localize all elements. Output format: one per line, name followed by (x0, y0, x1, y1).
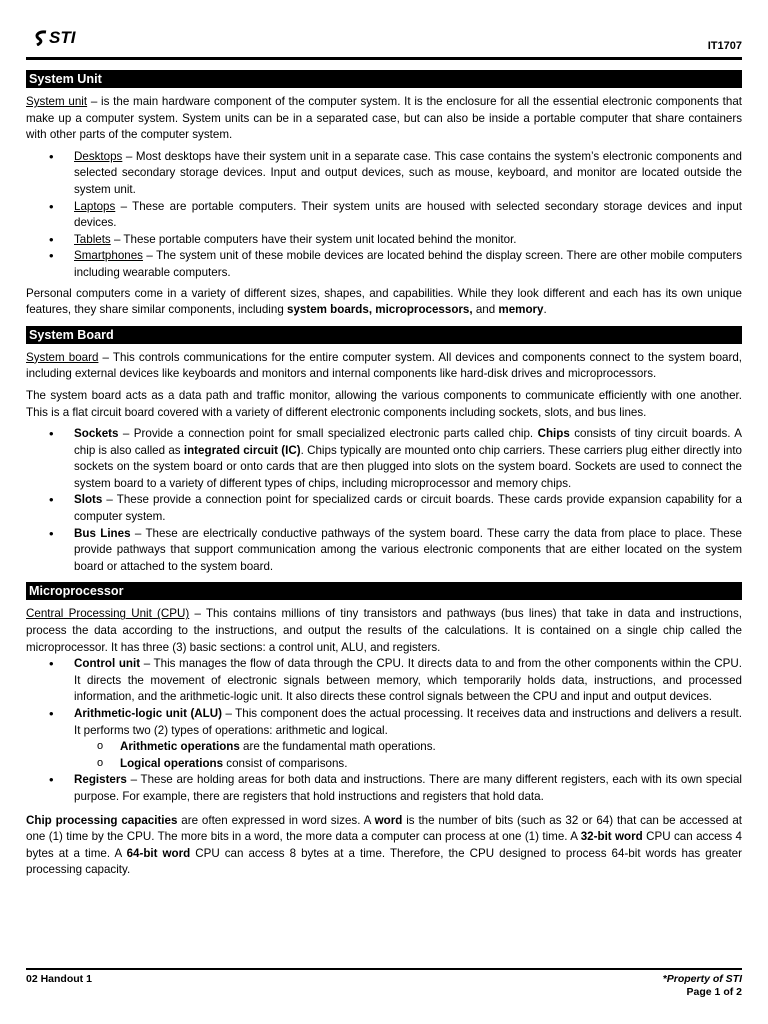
system-board-paragraph: The system board acts as a data path and traffic monitor, allowing the various components to communicate efficiently with one another. This is a flat circuit board covered with a variety of different electronic components including sockets, slots, and bus lines. (26, 388, 742, 419)
alu-operations-list (74, 739, 742, 772)
item-text: – These are electrically conductive pathways of the system board. These carry the data from place to place. These provide pathways that support communication among the various electronic components that are either located on the system board or attached to the system board. (74, 526, 742, 573)
text: . (543, 303, 547, 317)
bold-text: Chip processing capacities (26, 813, 178, 827)
term: System board (26, 350, 99, 364)
item-text: consist of comparisons. (223, 756, 348, 770)
list-item (74, 656, 742, 706)
text: CPU can access 8 bytes at a time. Therefore, the CPU designed to process 64-bit words has greater processing capacity. (26, 846, 742, 877)
section-heading-microprocessor: Microprocessor (26, 582, 742, 600)
bold-text: integrated circuit (IC) (183, 443, 301, 457)
text: are often expressed in word sizes. A (177, 813, 375, 827)
term: Smartphones (74, 249, 143, 263)
term: Bus Lines (74, 526, 131, 540)
term: Central Processing Unit (CPU) (26, 607, 190, 621)
term: System unit (26, 95, 88, 108)
text: Personal computers come in a variety of different sizes, shapes, and capabilities. While they look different and each has its own unique features, they share similar components, including (26, 286, 742, 317)
term: Registers (74, 773, 127, 787)
item-text: – Most desktops have their system unit in a separate case. This case contains the system’s electronic components and selected secondary storage devices. Input and output devices, such as mouse, keyboard, and monitor are located outside the system unit. (74, 149, 742, 196)
term: Laptops (74, 199, 116, 213)
list-item (74, 492, 742, 525)
item-text: – This manages the flow of data through the CPU. It directs data to and from the other components within the CPU. It directs the movement of electronic signals between memory, which temporarily holds data, instructions, and processed information, and the arithmetic-logic unit. It also directs these control signals between the CPU and input and output devices. (74, 657, 742, 704)
system-board-definition (26, 350, 742, 383)
bold-text: 64-bit word (126, 846, 191, 860)
system-board-list (26, 426, 742, 575)
text: CPU can access 4 bytes at a time. A (26, 830, 743, 860)
page-header (26, 26, 742, 60)
bold-text: 32-bit word (580, 830, 643, 844)
term: Control unit (74, 657, 141, 671)
list-item (74, 199, 742, 232)
cpu-sections-list (26, 656, 742, 805)
sti-logo-swoosh-icon (34, 30, 48, 46)
handout-label: 02 Handout 1 (26, 973, 92, 985)
list-item (74, 772, 742, 805)
system-unit-definition (26, 94, 742, 144)
term: Desktops (74, 149, 123, 163)
section-heading-system-unit: System Unit (26, 70, 742, 88)
item-text: – These are portable computers. Their system units are housed with selected secondary storage devices and input devices. (74, 199, 742, 230)
item-text: – These are holding areas for both data and instructions. There are many different registers, each with its own special purpose. For example, there are registers that hold instructions and registers that hold data. (74, 773, 742, 803)
term: Logical operations (120, 756, 224, 770)
definition-text: – is the main hardware component of the computer system. It is the enclosure for all the essential electronic components that make up a computer system. System units can be in a separated case, but can also be inside a portable computer that share containers with other parts of the computer system. (26, 95, 742, 142)
item-text: – The system unit of these mobile devices are located behind the display screen. There are other mobile computers including wearable computers. (74, 249, 742, 279)
text: and (472, 303, 499, 317)
header-divider (26, 57, 742, 60)
item-text: consists of tiny circuit boards. A chip is also called as (74, 427, 742, 457)
term: Sockets (74, 427, 119, 441)
page-number: Page 1 of 2 (686, 986, 742, 998)
footer-divider (26, 968, 742, 970)
text: is the number of bits (such as 32 or 64) that can be accessed at one (1) time by the CPU. The more bits in a word, the more data a computer can process at one (1) time. A (26, 813, 742, 844)
term: Arithmetic-logic unit (ALU) (74, 707, 222, 720)
bold-text: word (374, 813, 403, 827)
document-body (26, 70, 742, 884)
system-unit-list (26, 149, 742, 282)
logo-text: STI (49, 28, 76, 47)
term: Tablets (74, 232, 111, 246)
item-text: – These portable computers have their system unit located behind the monitor. (110, 232, 517, 246)
bold-text: memory (498, 303, 544, 317)
item-text: . Chips typically are mounted onto chip carriers. These carriers plug either directly into sockets on the system board or onto cards that are then plugged into slots on the system board. Sockets are used to connect the system board to a variety of different types of chips, including microprocessor and memory chips. (74, 443, 742, 490)
list-item (74, 706, 742, 772)
bold-text: Chips (537, 427, 570, 441)
word-size-paragraph (26, 813, 742, 879)
list-item (74, 526, 742, 576)
item-text: are the fundamental math operations. (239, 740, 436, 754)
sub-list-item (120, 739, 742, 756)
list-item (74, 149, 742, 199)
section-heading-system-board: System Board (26, 326, 742, 344)
list-item (74, 248, 742, 281)
system-unit-paragraph (26, 286, 742, 319)
property-notice: *Property of STI (662, 973, 742, 985)
sub-list-item (120, 756, 742, 773)
definition-text: – This controls communications for the entire computer system. All devices and components connect to the system board, including external devices like keyboards and monitors and internal components like hard-disk drives and microprocessors. (26, 350, 742, 381)
list-item (74, 426, 742, 492)
term: Slots (74, 493, 103, 507)
definition-text: – This contains millions of tiny transistors and pathways (bus lines) that take in data and instructions, process the data according to the instructions, and output the results of the calculations. It is contained on a single chip called the microprocessor. It has three (3) basic sections: a control unit, ALU, and registers. (26, 607, 742, 654)
cpu-definition (26, 606, 742, 656)
list-item (74, 232, 742, 249)
item-text: – This component does the actual processing. It receives data and instructions and delivers a result. It performs two (2) types of operations: arithmetic and logical. (74, 707, 742, 737)
bold-text: system boards, microprocessors, (287, 303, 473, 317)
sti-logo (34, 26, 75, 50)
item-text: – Provide a connection point for small specialized electronic parts called chip. (118, 427, 538, 441)
item-text: – These provide a connection point for specialized cards or circuit boards. These cards provide expansion capability for a computer system. (74, 493, 742, 524)
term: Arithmetic operations (120, 740, 240, 754)
footer-right (663, 973, 742, 999)
document-code: IT1707 (707, 40, 742, 52)
